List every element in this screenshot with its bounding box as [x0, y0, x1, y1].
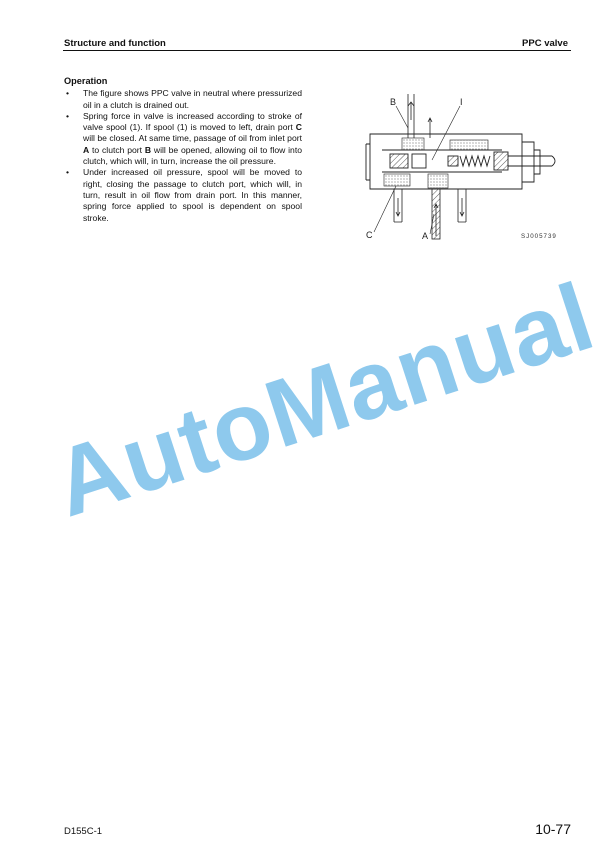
- inlet-port-label: A: [83, 144, 90, 155]
- label-port-c: C: [366, 230, 373, 240]
- drain-port-label: C: [295, 122, 302, 133]
- operation-list: [64, 88, 302, 224]
- operation-section: [64, 76, 302, 224]
- header-section-title: Structure and function: [64, 38, 166, 49]
- bullet-icon: •: [66, 110, 70, 121]
- header-rule: [63, 50, 571, 51]
- label-port-b: B: [390, 97, 397, 107]
- operation-item-3-text: Under increased oil pressure, spool will be moved to right, closing the passage to clutch port, which will, in turn, result in oil flow from drain port. In this manner, spring force applied to spool is dependent on spool stroke.: [83, 167, 302, 223]
- operation-item-2-text: Spring force in valve is increased according to stroke of valve spool (1). If spool (1) is moved to left, drain port: [83, 110, 302, 133]
- header-component-title: PPC valve: [522, 38, 568, 49]
- operation-item-1: [64, 88, 302, 111]
- bullet-icon: •: [66, 88, 70, 99]
- operation-item-1-text: The figure shows PPC valve in neutral where pressurized oil in a clutch is drained out.: [83, 88, 302, 110]
- operation-item-2-text: will be closed. At same time, passage of oil from inlet port: [83, 133, 302, 144]
- footer-page-number: 10-77: [535, 821, 571, 837]
- operation-item-2-text: to clutch port: [89, 144, 145, 155]
- footer-model: D155C-1: [64, 826, 103, 837]
- operation-item-3: [64, 167, 302, 223]
- label-spool: I: [460, 97, 463, 107]
- clutch-port-label: B: [144, 144, 152, 155]
- label-port-a: A: [422, 231, 429, 241]
- watermark: AutoManual: [41, 262, 607, 538]
- operation-item-2: [64, 111, 302, 167]
- bullet-icon: •: [66, 167, 70, 178]
- operation-title: Operation: [64, 76, 108, 86]
- operation-item-2-text: will be opened, allowing oil to flow into clutch, which will, in turn, increase the oil pressure.: [83, 144, 302, 167]
- figure-code: SJ005739: [521, 233, 557, 240]
- ppc-valve-diagram: [352, 94, 572, 244]
